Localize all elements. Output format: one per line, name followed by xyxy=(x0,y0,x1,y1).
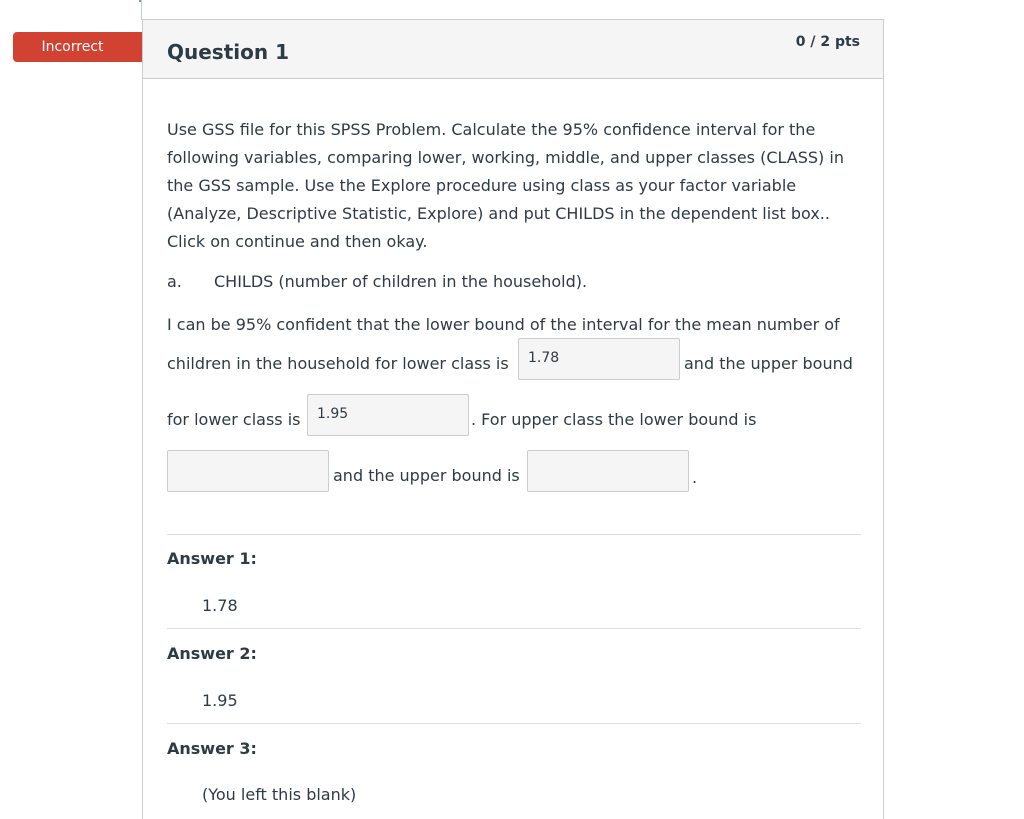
question-card xyxy=(142,19,884,819)
question-header xyxy=(143,20,883,79)
answer-divider xyxy=(167,723,861,724)
question-prompt xyxy=(167,116,867,256)
incorrect-badge: Incorrect xyxy=(13,32,148,62)
question-title: Question 1 xyxy=(167,40,289,64)
blank-input-2[interactable]: 1.95 xyxy=(307,394,469,436)
sentence-seg-4: . For upper class the lower bound is xyxy=(471,410,757,429)
answer-divider xyxy=(167,628,861,629)
answer-2-label: Answer 2: xyxy=(167,644,257,663)
answer-1-value: 1.78 xyxy=(202,596,238,615)
answer-3-label: Answer 3: xyxy=(167,739,257,758)
sentence-seg-1: children in the household for lower class is xyxy=(167,354,509,373)
blank-input-4[interactable] xyxy=(527,450,689,492)
part-text: CHILDS (number of children in the household). xyxy=(214,272,588,291)
sentence-seg-2: and the upper bound xyxy=(684,354,853,373)
answer-1-label: Answer 1: xyxy=(167,549,257,568)
left-rule xyxy=(141,0,142,20)
answer-2-value: 1.95 xyxy=(202,691,238,710)
question-points: 0 / 2 pts xyxy=(795,34,860,50)
answers-divider xyxy=(167,534,861,535)
sentence-seg-5: and the upper bound is xyxy=(333,466,520,485)
blank-input-1[interactable]: 1.78 xyxy=(518,338,680,380)
prompt-text: Use GSS file for this SPSS Problem. Calculate the 95% confidence interval for the following variables, comparing lower, working, middle, and upper classes (CLASS) in the GSS sample. Use the Explore procedure using class as your factor variable (Analyze, Descriptive Statistic, Explore) and put CHILDS in the dependent list box.. Click on continue and then okay. xyxy=(167,120,844,251)
part-label: a. xyxy=(167,272,182,291)
sentence-seg-3: for lower class is xyxy=(167,410,301,429)
sentence-seg-6: . xyxy=(692,468,698,487)
sentence-line-1: I can be 95% confident that the lower bound of the interval for the mean number of xyxy=(167,315,840,334)
blank-input-3[interactable] xyxy=(167,450,329,492)
answer-3-value: (You left this blank) xyxy=(202,785,357,804)
